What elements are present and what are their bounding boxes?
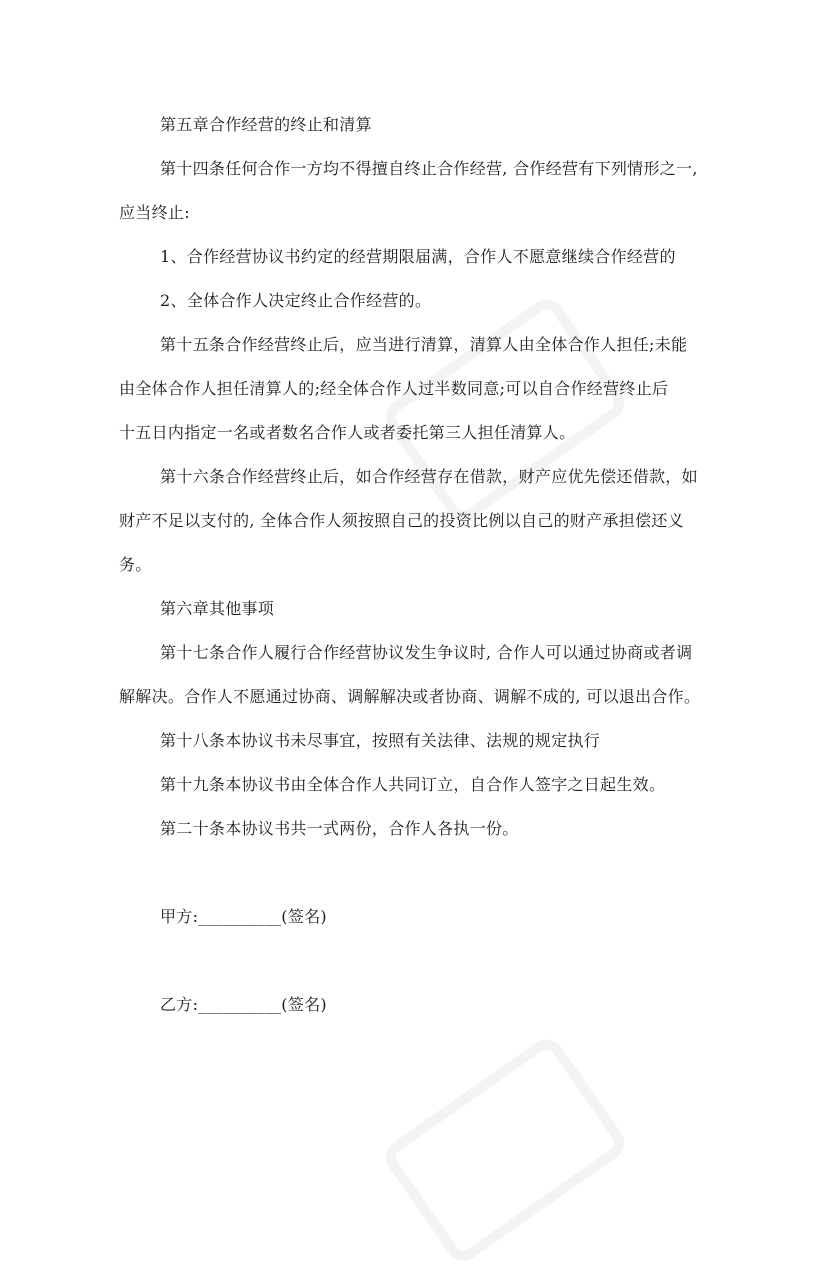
article-17-line-1: 第十七条合作人履行合作经营协议发生争议时, 合作人可以通过协商或者调 (160, 643, 693, 662)
article-16-line-2: 财产不足以支付的, 全体合作人须按照自己的投资比例以自己的财产承担偿还义 (119, 511, 684, 530)
watermark-stamp (379, 292, 631, 527)
article-15-line-3: 十五日内指定一名或者数名合作人或者委托第三人担任清算人。 (119, 423, 576, 442)
article-14-line-2: 应当终止: (119, 203, 190, 222)
article-18: 第十八条本协议书未尽事宜，按照有关法律、法规的规定执行 (160, 731, 601, 750)
article-15-line-2: 由全体合作人担任清算人的;经全体合作人过半数同意;可以自合作经营终止后 (119, 379, 669, 398)
article-19: 第十九条本协议书由全体合作人共同订立，自合作人签字之日起生效。 (160, 775, 666, 794)
clause-1: 1、合作经营协议书约定的经营期限届满，合作人不愿意继续合作经营的 (160, 247, 676, 266)
signature-party-a: 甲方:__________(签名) (160, 907, 327, 926)
clause-2: 2、全体合作人决定终止合作经营的。 (160, 291, 432, 310)
chapter-six-heading: 第六章其他事项 (160, 599, 275, 618)
signature-party-b: 乙方:__________(签名) (160, 995, 327, 1014)
watermark-stamp (379, 1032, 631, 1267)
article-17-line-2: 解解决。合作人不愿通过协商、调解解决或者协商、调解不成的, 可以退出合作。 (119, 687, 701, 706)
article-16-line-3: 务。 (119, 555, 152, 574)
article-14-line-1: 第十四条任何合作一方均不得擅自终止合作经营, 合作经营有下列情形之一, (160, 159, 698, 178)
article-20: 第二十条本协议书共一式两份，合作人各执一份。 (160, 819, 519, 838)
chapter-five-heading: 第五章合作经营的终止和清算 (160, 115, 372, 134)
article-15-line-1: 第十五条合作经营终止后，应当进行清算，清算人由全体合作人担任;未能 (160, 335, 688, 354)
article-16-line-1: 第十六条合作经营终止后，如合作经营存在借款，财产应优先偿还借款，如 (160, 467, 698, 486)
